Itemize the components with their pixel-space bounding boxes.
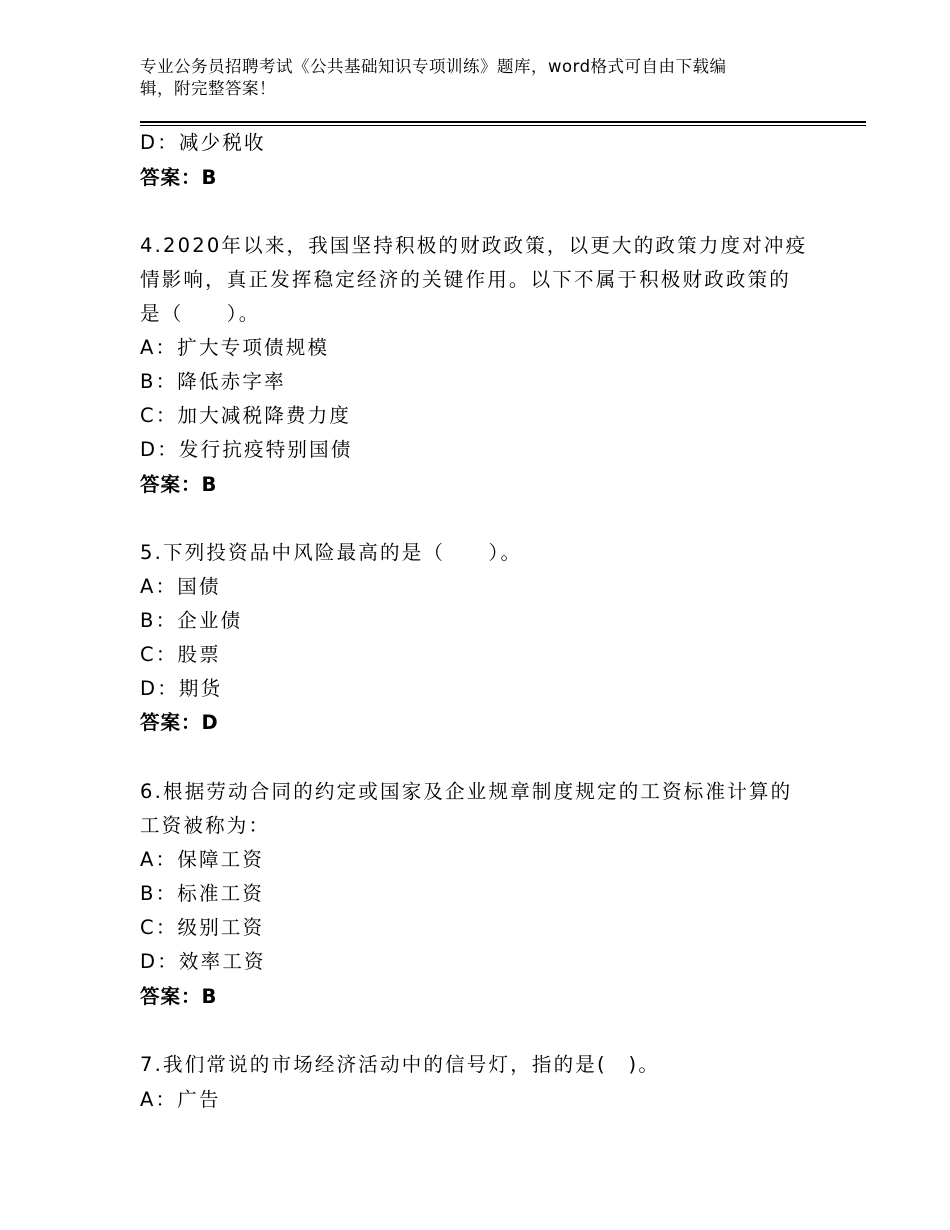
- q6-option-a: A：保障工资: [140, 848, 265, 871]
- q6-answer: 答案：B: [140, 985, 218, 1008]
- q5-option-b: B：企业债: [140, 609, 243, 632]
- q4-option-c: C：加大减税降费力度: [140, 404, 352, 427]
- q5-option-d: D：期货: [140, 677, 223, 700]
- header-line-2: 辑，附完整答案！: [140, 79, 276, 98]
- q4-option-a: A：扩大专项债规模: [140, 336, 330, 359]
- q5-option-c: C：股票: [140, 643, 221, 666]
- q4-option-d: D：发行抗疫特别国债: [140, 438, 353, 461]
- q6-stem-line-2: 工资被称为：: [140, 814, 271, 837]
- q6-option-c: C：级别工资: [140, 916, 265, 939]
- q5-answer: 答案：D: [140, 711, 219, 734]
- q6-stem-line-1: 6.根据劳动合同的约定或国家及企业规章制度规定的工资标准计算的: [140, 780, 793, 803]
- header-divider: [140, 121, 866, 123]
- page-header: [140, 56, 800, 100]
- q6-option-d: D：效率工资: [140, 950, 266, 973]
- q5-option-a: A：国债: [140, 575, 221, 598]
- q4-stem-line-2: 情影响，真正发挥稳定经济的关键作用。以下不属于积极财政政策的: [140, 268, 792, 291]
- q4-answer: 答案：B: [140, 473, 218, 496]
- prev-option-d: D：减少税收: [140, 131, 266, 154]
- prev-answer: 答案：B: [140, 166, 218, 189]
- q4-stem-line-3: 是（ ）。: [140, 302, 261, 325]
- q4-stem-line-1: 4.2020年以来，我国坚持积极的财政政策，以更大的政策力度对冲疫: [140, 234, 808, 257]
- header-divider-thin: [140, 125, 866, 126]
- q4-option-b: B：降低赤字率: [140, 370, 286, 393]
- q6-option-b: B：标准工资: [140, 882, 265, 905]
- q7-stem-line-1: 7.我们常说的市场经济活动中的信号灯，指的是( )。: [140, 1053, 661, 1076]
- header-line-1: 专业公务员招聘考试《公共基础知识专项训练》题库，word格式可自由下载编: [140, 57, 727, 76]
- q5-stem-line-1: 5.下列投资品中风险最高的是（ ）。: [140, 541, 523, 564]
- q7-option-a: A：广告: [140, 1088, 221, 1111]
